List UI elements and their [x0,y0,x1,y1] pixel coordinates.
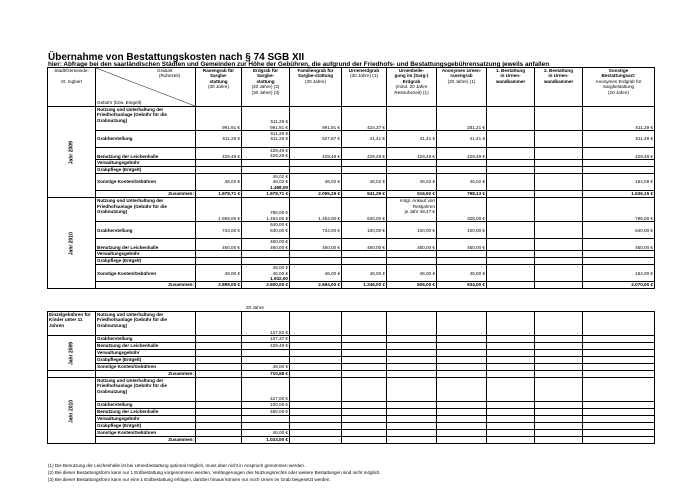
fee-table [47,67,655,289]
cell-value: 734,00 € [290,222,342,239]
cell-value: 41,41 € [437,131,487,148]
col-header-sonstige: Sonstige Bestattungsart: Anonymes Erdgrab für Sargbestattung (20 Jahre) [583,68,655,107]
cell-value: 46,00 € [196,265,242,282]
label-zusammen: Zusammen: [96,282,196,289]
sum-value: 941,29 € [342,191,387,198]
sum-value: 798,13 € [437,191,487,198]
footnote-3: (3) Bei dieser Bestattungsform kann nur eine 1 Erdbestattung erfolgen, darüber hinaus können nur noch Urnen im Grab beigesetzt werden. [48,477,331,482]
sum-value: 1.246,00 € [342,282,387,289]
child-2009-leichenhalle [48,343,655,350]
cell-value: 429,49 € [290,148,342,160]
grabart-gebuehr-header: Grabart (Ruhezeit) Gebühr (bzw. Entgelt) [96,68,196,107]
header-row [48,68,655,107]
sum-value: 710,68 € [242,371,290,378]
cell-value: 424,37 € [342,107,387,131]
cell-value: 46,02 € [196,174,242,191]
cell-value: 100,00 € [387,222,437,239]
footnote-2: (2) Bei dieser Bestattungsform kann nur 1 Erdbestattung vorgenommen werden, Verlängerungen des Nutzungsrechts oder weitere Bestattungen sind nicht möglich. [48,470,381,475]
cell-value: 460,00 € [583,239,655,251]
document-title: Übernahme von Bestattungskosten nach § 74 SGB XII [48,52,305,63]
cell-value: 127,82 € [242,312,290,336]
label-nutzung: Nutzung und Unterhaltung der Friedhofsanlage (Gebühr für die Grabnutzung) [96,198,196,222]
sum-value: 2.694,00 € [290,282,342,289]
cell-value: 460,00 € [242,409,290,416]
child-2009-sonstige [48,364,655,371]
cell-value: 460,00 € 460,00 € [242,239,290,251]
sum-value: 2.899,00 € [196,282,242,289]
label-grabpflege: Grabpflege (Entgelt) [96,423,196,430]
label-verwaltung: Verwaltungsgebühr [96,350,196,357]
child-2010-sonstige [48,430,655,437]
cell-value [487,148,535,160]
child-fee-table [47,311,655,444]
cell-value: 46,02 € [387,174,437,191]
label-verwaltung: Verwaltungsgebühr [96,416,196,423]
sum-value [535,282,583,289]
row-2010-sonstige [48,265,655,282]
child-2010-leichenhalle [48,409,655,416]
row-2009-sonstige [48,174,655,191]
cell-value: 734,00 € [196,222,242,239]
row-2010-zusammen [48,282,655,289]
row-2009-leichenhalle [48,148,655,160]
sum-value: 2.070,00 € [583,282,655,289]
document-subtitle: hier: Abfrage bei den saarländischen Städten und Gemeinden zur Höhe der Gebühren, die aufgrund der Friedhofs- und Bestattungsgebührensatzung jeweils anfallen [48,61,550,68]
cell-value: 184,00 € [583,265,655,282]
label-nutzung: Nutzung und Unterhaltung der Friedhofsanlage (Gebühr für die Grabnutzung) [96,378,196,402]
label-sonstige: Sonstige Kosten/Gebühren [96,430,196,437]
cell-value: 460,00 € [387,239,437,251]
label-zusammen: Zusammen: [96,437,196,444]
cell-value: 46,00 € [437,265,487,282]
child-2009-grabpflege [48,357,655,364]
col-header-familiengrab: Familiengrab für Sargbe-stattung (30 Jahre) [290,68,342,107]
label-grabpflege: Grabpflege (Entgelt) [96,167,196,174]
cell-value: mögl. Ankauf von Restjahren je Jahr 48,47 € [387,198,437,222]
cell-value: 46,02 € [342,174,387,191]
municipality-header: Stadt/Gemeinde: St. Ingbert [48,68,96,107]
col-header-urnenbeilegung: Urnenbeile- gung im (Sarg-) Erdgrab (mind. 20 Jahre Restruhezeit) (1) [387,68,437,107]
cell-value: 427,00 € [242,378,290,402]
cell-value: 640,00 € [583,222,655,239]
label-grabherstellung: Grabherstellung [96,336,196,343]
cell-value [535,174,583,191]
cell-value: 328,00 € [437,198,487,222]
cell-value: 991,91 € [290,107,342,131]
label-leichenhalle: Benutzung der Leichenhalle [96,343,196,350]
cell-value: 429,49 € [342,148,387,160]
sum-value: 1.978,71 € [242,191,290,198]
cell-value: 460,00 € [196,239,242,251]
cell-value [535,131,583,148]
label-grabpflege: Grabpflege (Entgelt) [96,258,196,265]
row-2009-grabherstellung [48,131,655,148]
col-header-erdgrab: Erdgrab für Sargbe- stattung (20 Jahre) (2) (30 Jahre) (3) [242,68,290,107]
cell-value [487,174,535,191]
sum-value [487,191,535,198]
cell-value: 786,00 € 1.454,00 € [242,198,290,222]
cell-value: 100,00 € [437,222,487,239]
cell-value: 627,87 € [290,131,342,148]
sum-value: 2.095,29 € [290,191,342,198]
cell-value: 46,00 € [242,430,290,437]
child-2009-nutzung [48,312,655,336]
cell-value [535,198,583,222]
child-header: Einzelgebühren für Kinder unter 11 Jahren [48,312,96,336]
cell-value: 429,49 € [196,148,242,160]
cell-value: 46,02 € [290,174,342,191]
cell-value [487,198,535,222]
row-2009-zusammen [48,191,655,198]
sum-value [535,191,583,198]
cell-value: 460,00 € [290,239,342,251]
child-2010-zusammen [48,437,655,444]
label-sonstige: Sonstige Kosten/Gebühren [96,265,196,282]
cell-value: 429,49 € [387,148,437,160]
cell-value [487,239,535,251]
col-header-urnenwand-1: 1. Bestattung in Urnen- wandkammer [487,68,535,107]
sum-value: 1.978,71 € [196,191,242,198]
child-2010-verwaltung [48,416,655,423]
row-2009-nutzung [48,107,655,131]
sum-value: 1.636,15 € [583,191,655,198]
row-2009-grabpflege [48,167,655,174]
cell-value: 429,49 € 429,29 € [242,148,290,160]
cell-value: 41,41 € [342,131,387,148]
label-sonstige: Sonstige Kosten/Gebühren [96,174,196,191]
cell-value [535,265,583,282]
label-grabpflege: Grabpflege (Entgelt) [96,357,196,364]
label-zusammen: Zusammen: [96,371,196,378]
label-leichenhalle: Benutzung der Leichenhalle [96,148,196,160]
sum-value: 516,92 € [387,191,437,198]
cell-value: 107,37 € [242,336,290,343]
cell-value: 511,29 € [583,107,655,131]
row-2010-leichenhalle [48,239,655,251]
cell-value: 429,49 € [242,343,290,350]
cell-value: 41,41 € [387,131,437,148]
sum-value: 606,00 € [387,282,437,289]
cell-value: 46,00 € [387,265,437,282]
label-grabherstellung: Grabherstellung [96,222,196,239]
cell-value: 429,49 € [437,148,487,160]
footnote-1: (1) Die Benutzung der Leichenhalle ist bei Urnenbestattung optional möglich, muss aber nicht in Anspruch genommen werden. [48,463,306,468]
cell-value: 429,49 € [583,148,655,160]
cell-value [535,148,583,160]
child-2009-zusammen [48,371,655,378]
cell-value: 460,00 € [437,239,487,251]
cell-value: 640,00 € [342,198,387,222]
label-verwaltung: Verwaltungsgebühr [96,251,196,258]
year-label-child-2009: Jahr 2009 [48,336,96,371]
note-20-jahre: 20 Jahre [246,305,264,310]
cell-value [487,265,535,282]
cell-value: 281,21 € [437,107,487,131]
cell-value: 511,29 € 511,29 € [242,131,290,148]
col-header-urnenerdgrab: Urnenerdgrab (30 Jahre) (1) [342,68,387,107]
child-2010-grabpflege [48,423,655,430]
label-zusammen: Zusammen: [96,191,196,198]
year-label-2009: Jahr 2009 [48,107,96,198]
child-2010-nutzung [48,378,655,402]
year-label-2010: Jahr 2010 [48,198,96,289]
cell-value: 460,00 € [342,239,387,251]
child-2010-grabherstellung [48,402,655,409]
label-grabherstellung: Grabherstellung [96,402,196,409]
row-2010-verwaltung [48,251,655,258]
cell-value [387,107,437,131]
row-2010-grabpflege [48,258,655,265]
cell-value: 100,00 € [342,222,387,239]
cell-value: 100,00 € [242,402,290,409]
label-sonstige: Sonstige Kosten/Gebühren [96,364,196,371]
col-header-urnenwand-2: 2. Bestattung in Urnen- wandkammer [535,68,583,107]
sum-value: 2.600,00 € [242,282,290,289]
child-2009-grabherstellung [48,336,655,343]
cell-value: 991,91 € [196,107,242,131]
label-grabherstellung: Grabherstellung [96,131,196,148]
cell-value [487,107,535,131]
col-header-rasengrab: Rasengrab für Sargbe- stattung (30 Jahre) [196,68,242,107]
cell-value: 46,00 € [242,364,290,371]
cell-value: 511,29 € [583,131,655,148]
cell-value [487,131,535,148]
cell-value: 1.659,00 € [196,198,242,222]
cell-value [535,239,583,251]
cell-value: 46,00 € [290,265,342,282]
child-2009-verwaltung [48,350,655,357]
row-2009-verwaltung [48,160,655,167]
row-2010-nutzung [48,198,655,222]
label-nutzung: Nutzung und Unterhaltung der Friedhofsanlage (Gebühr für die Grabnutzung) [96,312,196,336]
cell-value: 184,08 € [583,174,655,191]
sum-value [487,282,535,289]
cell-value: 511,29 € [196,131,242,148]
cell-value: 46,02 € [437,174,487,191]
cell-value: 1.454,00 € [290,198,342,222]
cell-value [535,222,583,239]
label-leichenhalle: Benutzung der Leichenhalle [96,239,196,251]
label-leichenhalle: Benutzung der Leichenhalle [96,409,196,416]
cell-value: 786,00 € [583,198,655,222]
cell-value [487,222,535,239]
cell-value [535,107,583,131]
sum-value: 934,00 € [437,282,487,289]
cell-value: 511,29 € 991,91 € [242,107,290,131]
col-header-anonymes-urnenrasengrab: Anonymes Urnen- rasengrab (20 Jahre) (1) [437,68,487,107]
label-nutzung: Nutzung und Unterhaltung der Friedhofsanlage (Gebühr für die Grabnutzung) [96,107,196,131]
year-label-child-2010: Jahr 2010 [48,378,96,444]
row-2010-grabherstellung [48,222,655,239]
cell-value: 640,00 € 640,00 € [242,222,290,239]
cell-value: 46,00 € [342,265,387,282]
sum-value: 1.033,00 € [242,437,290,444]
cell-value: 46,00 € 46,00 € 1.932,00 [242,265,290,282]
label-verwaltung: Verwaltungsgebühr [96,160,196,167]
cell-value: 46,02 € 46,02 € 1.498,09 [242,174,290,191]
